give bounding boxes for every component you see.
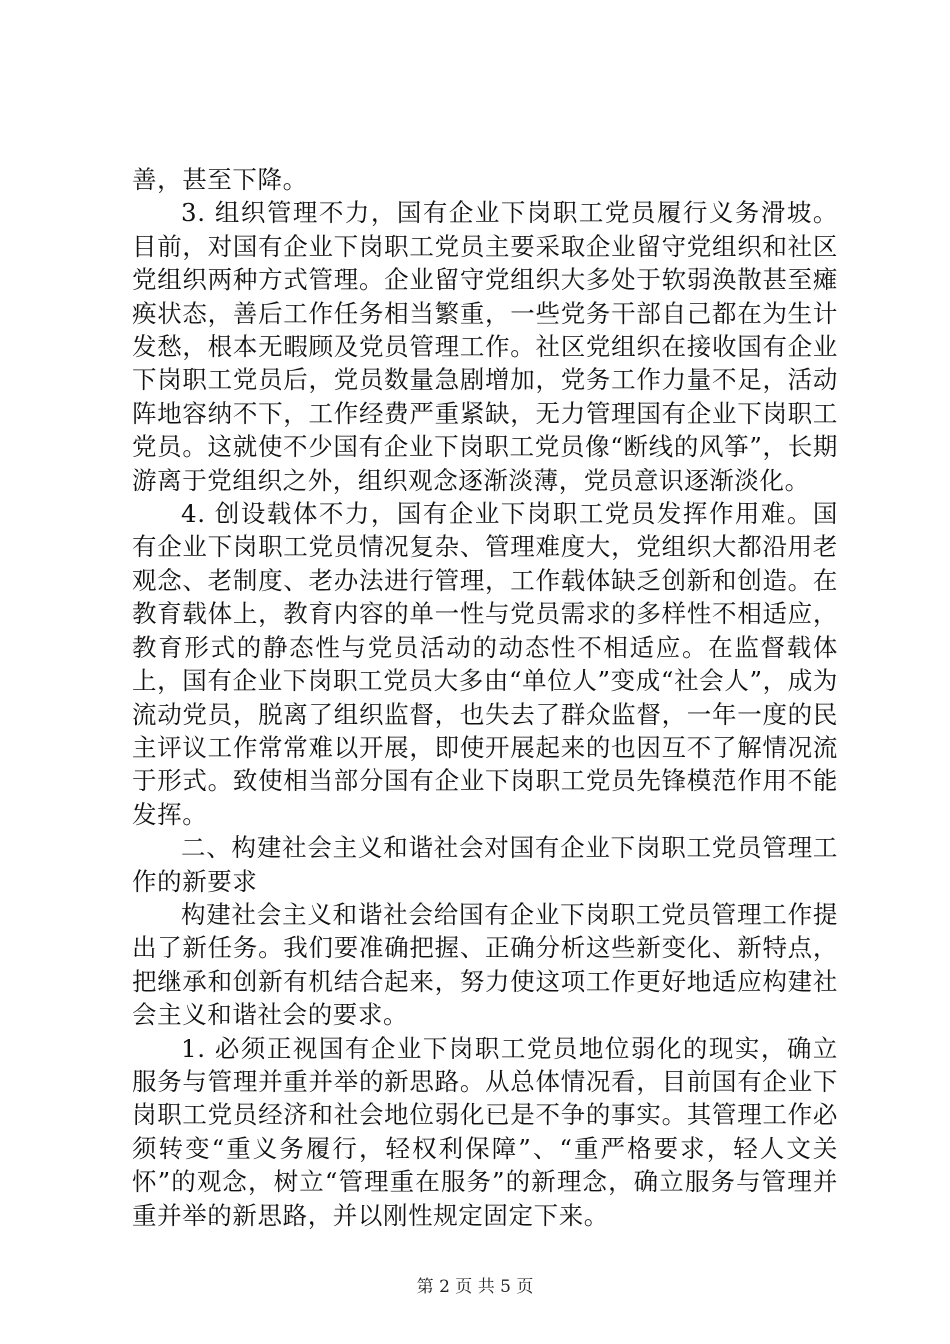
page-footer [0,1276,950,1298]
page-indicator: 第 2 页 共 5 页 [416,1277,534,1297]
paragraph-section-intro: 构建社会主义和谐社会给国有企业下岗职工党员管理工作提出了新任务。我们要准确把握、正确分析这些新变化、新特点，把继承和创新有机结合起来，努力使这项工作更好地适应构建社会主义和谐社会的要求。 [132,899,838,1030]
paragraph-point-4: 4. 创设载体不力，国有企业下岗职工党员发挥作用难。国有企业下岗职工党员情况复杂、管理难度大，党组织大都沿用老观念、老制度、老办法进行管理，工作载体缺乏创新和创造。在教育载体上，教育内容的单一性与党员需求的多样性不相适应，教育形式的静态性与党员活动的动态性不相适应。在监督载体上，国有企业下岗职工党员大多由“单位人”变成“社会人”，成为流动党员，脱离了组织监督，也失去了群众监督，一年一度的民主评议工作常常难以开展，即使开展起来的也因互不了解情况流于形式。致使相当部分国有企业下岗职工党员先锋模范作用不能发挥。 [132,499,838,829]
paragraph-point-1: 1. 必须正视国有企业下岗职工党员地位弱化的现实，确立服务与管理并重并举的新思路。从总体情况看，目前国有企业下岗职工党员经济和社会地位弱化已是不争的事实。其管理工作必须转变“重义务履行，轻权利保障”、“重严格要求，轻人文关怀”的观念，树立“管理重在服务”的新理念，确立服务与管理并重并举的新思路，并以刚性规定固定下来。 [132,1033,838,1230]
document-body [132,163,838,1232]
paragraph-continuation: 善，甚至下降。 [132,165,308,194]
paragraph-point-3: 3. 组织管理不力，国有企业下岗职工党员履行义务滑坡。目前，对国有企业下岗职工党员主要采取企业留守党组织和社区党组织两种方式管理。企业留守党组织大多处于软弱涣散甚至瘫痪状态，善后工作任务相当繁重，一些党务干部自己都在为生计发愁，根本无暇顾及党员管理工作。社区党组织在接收国有企业下岗职工党员后，党员数量急剧增加，党务工作力量不足，活动阵地容纳不下，工作经费严重紧缺，无力管理国有企业下岗职工党员。这就使不少国有企业下岗职工党员像“断线的风筝”，长期游离于党组织之外，组织观念逐渐淡薄，党员意识逐渐淡化。 [132,198,838,495]
section-heading-2: 二、构建社会主义和谐社会对国有企业下岗职工党员管理工作的新要求 [132,833,838,896]
